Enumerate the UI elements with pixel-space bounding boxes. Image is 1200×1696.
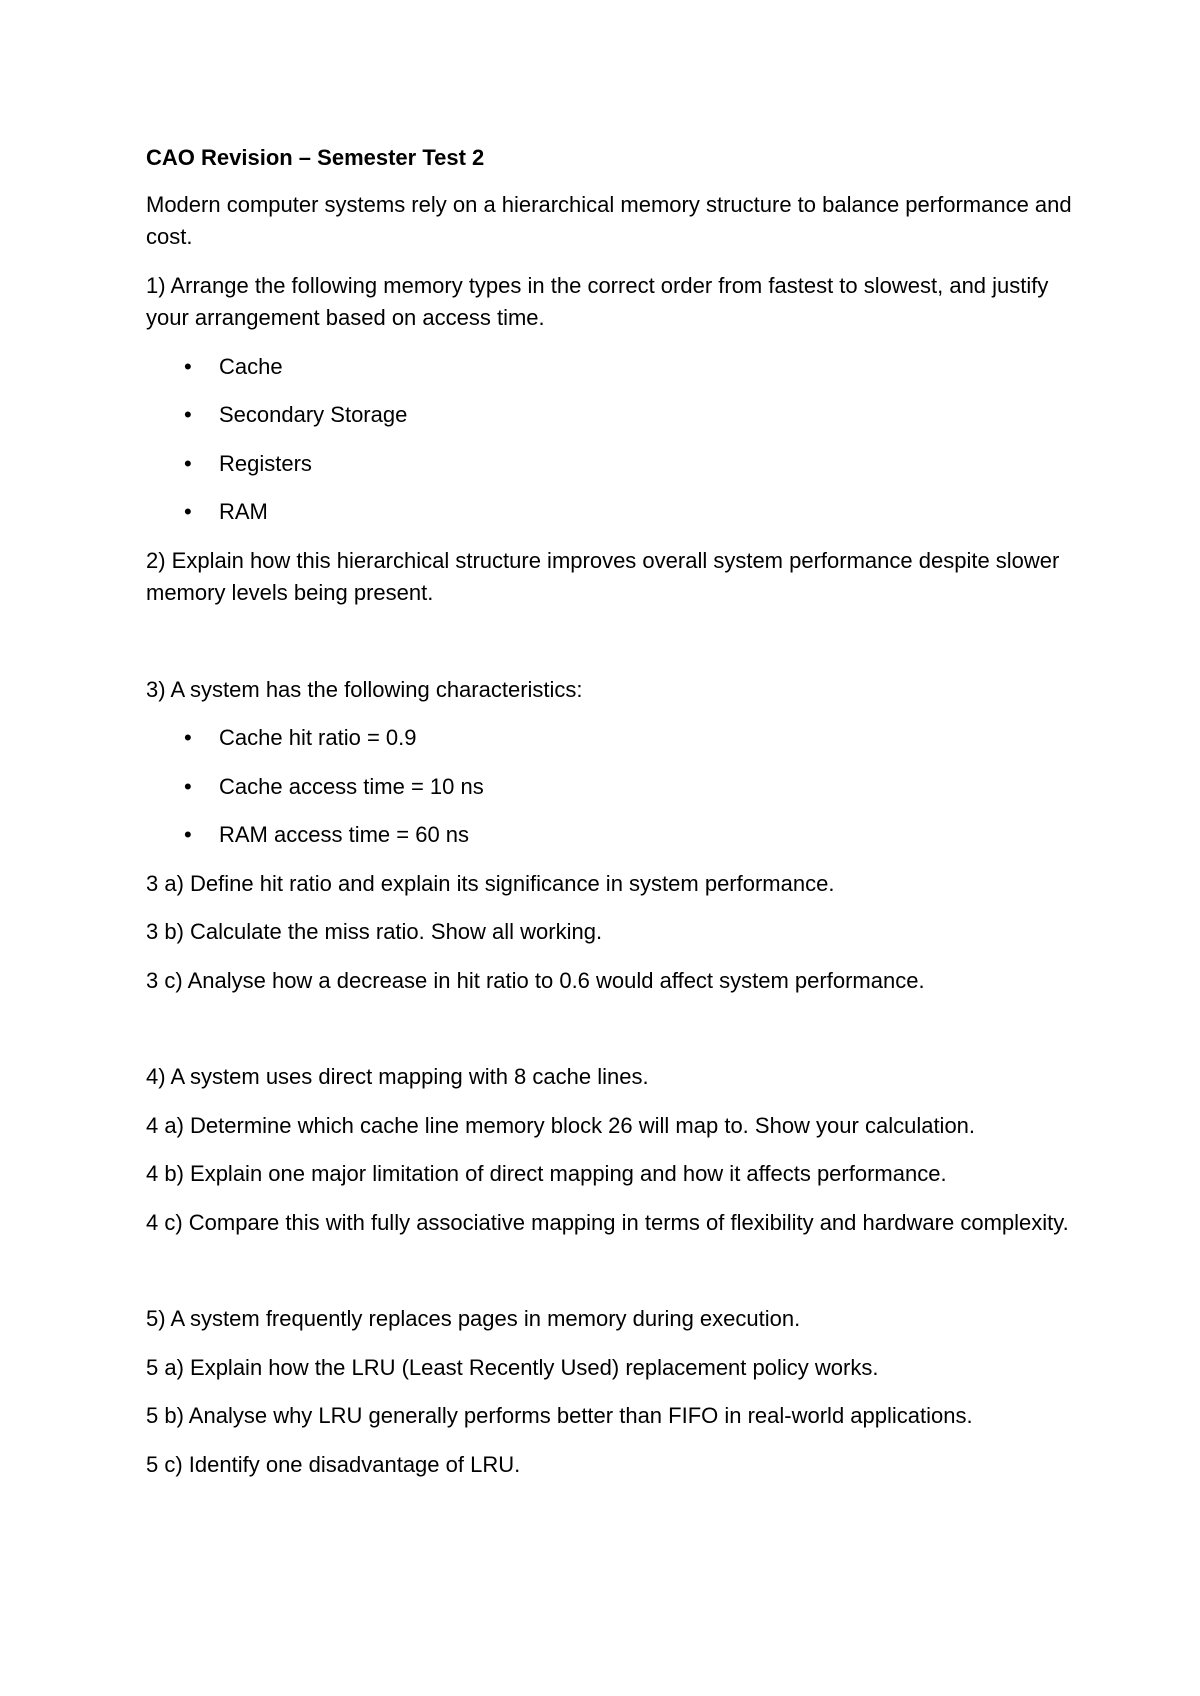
spacer bbox=[146, 1255, 1086, 1303]
question-4b: 4 b) Explain one major limitation of direct mapping and how it affects performance. bbox=[146, 1161, 947, 1186]
bullet-icon: • bbox=[184, 773, 192, 799]
document-title: CAO Revision – Semester Test 2 bbox=[146, 145, 485, 170]
bullet-icon: • bbox=[184, 450, 192, 476]
list-item-text: Cache access time = 10 ns bbox=[219, 773, 484, 799]
list-item bbox=[146, 496, 1086, 529]
question-1: 1) Arrange the following memory types in the correct order from fastest to slowest, and justify your arrangement based on access time. bbox=[146, 272, 1049, 330]
question-5b: 5 b) Analyse why LRU generally performs better than FIFO in real-world applications. bbox=[146, 1403, 973, 1428]
question-3: 3) A system has the following characteristics: bbox=[146, 676, 583, 702]
document-page bbox=[146, 142, 1086, 1497]
list-item-text: Registers bbox=[219, 450, 312, 476]
list-item-text: RAM access time = 60 ns bbox=[219, 822, 470, 847]
list-item bbox=[146, 351, 1086, 384]
question-5c: 5 c) Identify one disadvantage of LRU. bbox=[146, 1451, 521, 1477]
bullet-icon: • bbox=[184, 725, 192, 750]
question-3a: 3 a) Define hit ratio and explain its significance in system performance. bbox=[146, 870, 835, 896]
list-item-text: Cache bbox=[219, 353, 283, 379]
question-3c: 3 c) Analyse how a decrease in hit ratio to 0.6 would affect system performance. bbox=[146, 967, 925, 993]
list-item-text: Secondary Storage bbox=[219, 402, 408, 427]
list-item bbox=[146, 819, 1086, 852]
bullet-icon: • bbox=[184, 499, 192, 524]
system-characteristics-list bbox=[146, 722, 1086, 852]
list-item-text: Cache hit ratio = 0.9 bbox=[219, 725, 417, 750]
bullet-icon: • bbox=[184, 822, 192, 847]
memory-types-list bbox=[146, 351, 1086, 529]
list-item bbox=[146, 448, 1086, 481]
intro-paragraph: Modern computer systems rely on a hierarchical memory structure to balance performance and cost. bbox=[146, 191, 1072, 249]
question-4a: 4 a) Determine which cache line memory block 26 will map to. Show your calculation. bbox=[146, 1112, 976, 1138]
list-item bbox=[146, 771, 1086, 804]
question-2: 2) Explain how this hierarchical structure improves overall system performance despite slower memory levels being present. bbox=[146, 547, 1060, 605]
question-4c: 4 c) Compare this with fully associative mapping in terms of flexibility and hardware complexity. bbox=[146, 1209, 1069, 1235]
question-4: 4) A system uses direct mapping with 8 cache lines. bbox=[146, 1064, 649, 1089]
list-item bbox=[146, 399, 1086, 432]
spacer bbox=[146, 626, 1086, 674]
question-5a: 5 a) Explain how the LRU (Least Recently Used) replacement policy works. bbox=[146, 1354, 879, 1380]
question-5: 5) A system frequently replaces pages in memory during execution. bbox=[146, 1306, 801, 1331]
bullet-icon: • bbox=[184, 402, 192, 427]
list-item-text: RAM bbox=[219, 499, 268, 524]
bullet-icon: • bbox=[184, 353, 192, 379]
spacer bbox=[146, 1013, 1086, 1061]
list-item bbox=[146, 722, 1086, 755]
question-3b: 3 b) Calculate the miss ratio. Show all working. bbox=[146, 919, 603, 944]
